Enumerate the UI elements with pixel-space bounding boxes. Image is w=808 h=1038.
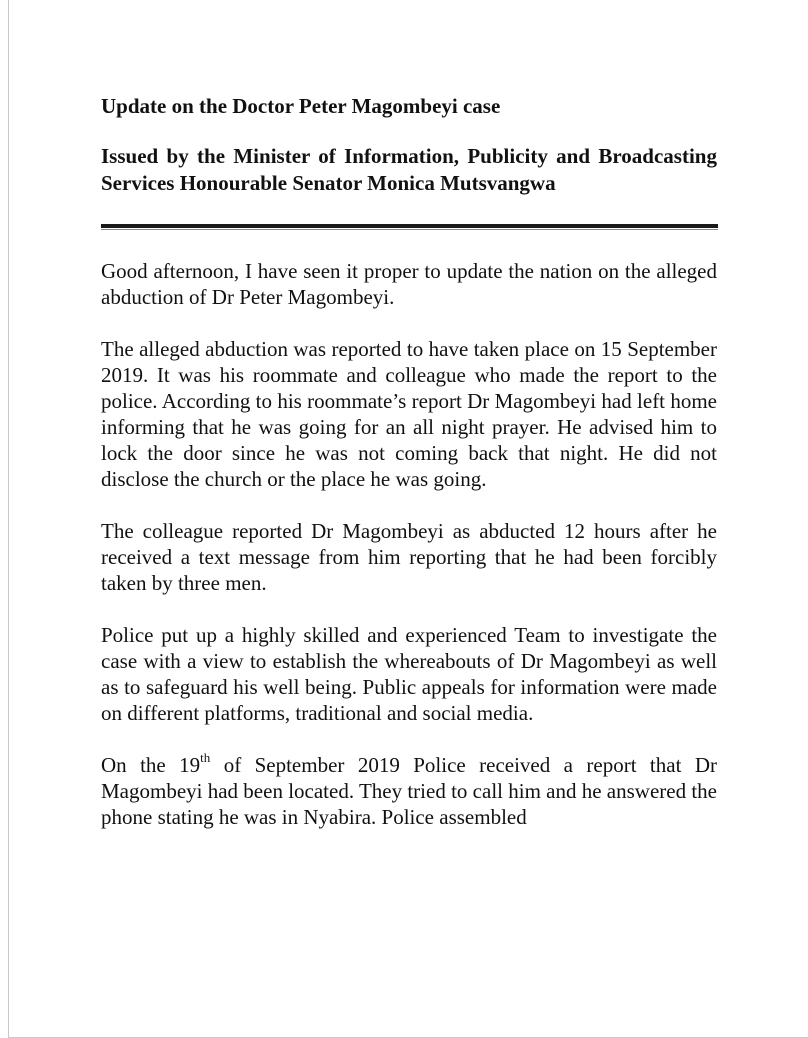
ordinal-suffix: th <box>200 750 211 765</box>
document-content <box>101 93 717 830</box>
located-text-start: On the 19 <box>101 753 201 777</box>
header-divider <box>101 224 718 228</box>
paragraph-colleague: The colleague reported Dr Magombeyi as abducted 12 hours after he received a text message from him reporting that he had been forcibly taken by three men. <box>101 519 717 595</box>
located-text-end: of September 2019 Police received a report that Dr Magombeyi had been located. They tried to call him and he answered the phone stating he was in Nyabira. Police assembled <box>101 753 717 829</box>
document-title: Update on the Doctor Peter Magombeyi case <box>101 94 501 118</box>
paragraph-located <box>101 752 717 830</box>
header-divider-thin <box>101 229 718 230</box>
paragraph-report: The alleged abduction was reported to have taken place on 15 September 2019. It was his roommate and colleague who made the report to the police. According to his roommate’s report Dr Magombeyi had left home informing that he was going for an all night prayer. He advised him to lock the door since he was not coming back that night. He did not disclose the church or the place he was going. <box>101 337 717 491</box>
paragraph-greeting: Good afternoon, I have seen it proper to update the nation on the alleged abduction of Dr Peter Magombeyi. <box>101 259 717 309</box>
paragraph-investigation: Police put up a highly skilled and experienced Team to investigate the case with a view to establish the whereabouts of Dr Magombeyi as well as to safeguard his well being. Public appeals for information were made on different platforms, traditional and social media. <box>101 623 717 725</box>
issued-by-line: Issued by the Minister of Information, Publicity and Broadcasting Services Honourable Senator Monica Mutsvangwa <box>101 144 717 195</box>
